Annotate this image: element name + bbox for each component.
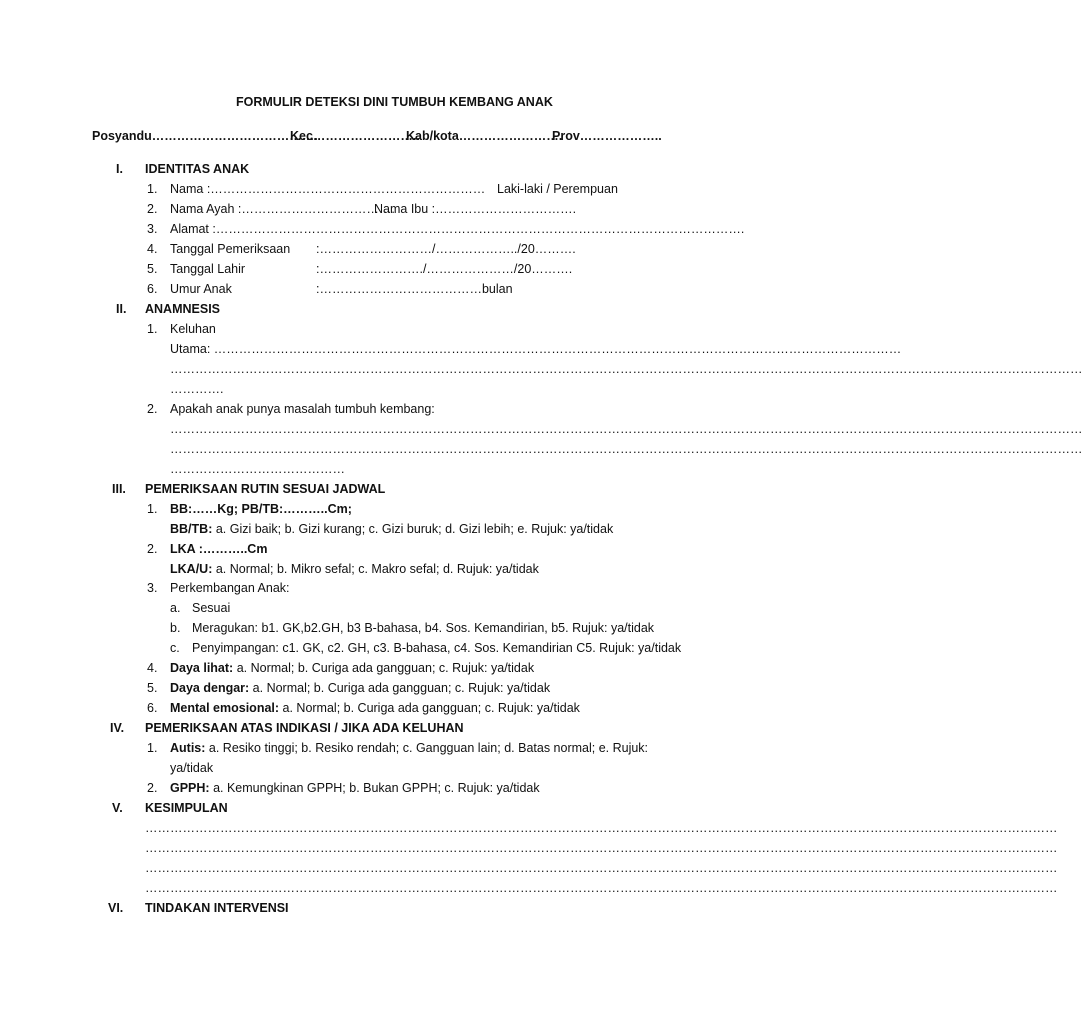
prov-field[interactable]: Prov……………….. [552,129,662,143]
kec-field[interactable]: Kec…………………….. [290,129,420,143]
mental-emosional-label: Mental emosional: [170,701,280,715]
item-number: 6. [147,701,158,715]
nama-field[interactable]: Nama :………………………………………………………… [170,182,486,196]
sub-item-letter: a. [170,601,181,615]
lkau-label: LKA/U: [170,562,213,576]
section-6-title: TINDAKAN INTERVENSI [145,901,289,915]
item-number: 3. [147,222,158,236]
lka-field[interactable]: LKA :………..Cm [170,542,268,556]
tanggal-lahir-label: Tanggal Lahir [170,262,246,276]
perkembangan-sesuai-option[interactable]: Sesuai [192,601,231,615]
section-1-title: IDENTITAS ANAK [145,162,250,176]
masalah-dotted-line[interactable]: ………………………………………………………………………………………………………………………………………………………………………………………………… [170,422,1083,436]
section-4-number: IV. [110,721,125,735]
item-number: 1. [147,322,158,336]
section-3-title: PEMERIKSAAN RUTIN SESUAI JADWAL [145,482,386,496]
bbtb-label: BB/TB: [170,522,213,536]
section-4-title: PEMERIKSAAN ATAS INDIKASI / JIKA ADA KELUHAN [145,721,464,735]
daya-lihat-label: Daya lihat: [170,661,234,675]
form-title: FORMULIR DETEKSI DINI TUMBUH KEMBANG ANAK [236,95,553,109]
autis-label: Autis: [170,741,206,755]
daya-dengar-label: Daya dengar: [170,681,250,695]
bbtb-options[interactable] [170,521,613,537]
item-number: 1. [147,741,158,755]
daya-dengar-choices[interactable]: a. Normal; b. Curiga ada gangguan; c. Rujuk: ya/tidak [249,681,551,695]
section-6-number: VI. [108,901,124,915]
masalah-tumbuh-kembang-label: Apakah anak punya masalah tumbuh kembang: [170,402,435,416]
gpph-options[interactable] [170,780,540,796]
item-number: 6. [147,282,158,296]
mental-emosional-choices[interactable]: a. Normal; b. Curiga ada gangguan; c. Rujuk: ya/tidak [279,701,580,715]
kesimpulan-dotted-line[interactable]: ………………………………………………………………………………………………………………………………………………………………………………………………… [145,861,1058,875]
alamat-field[interactable]: Alamat :………………………………………………………………………………………………………………. [170,222,745,236]
item-number: 5. [147,262,158,276]
item-number: 4. [147,242,158,256]
section-5-number: V. [112,801,123,815]
gpph-label: GPPH: [170,781,210,795]
sub-item-letter: c. [170,641,180,655]
tanggal-pemeriksaan-field[interactable]: :………………………/………………../20………. [316,242,576,256]
item-number: 5. [147,681,158,695]
section-2-title: ANAMNESIS [145,302,221,316]
daya-lihat-choices[interactable]: a. Normal; b. Curiga ada gangguan; c. Rujuk: ya/tidak [233,661,535,675]
sub-item-letter: b. [170,621,181,635]
tanggal-pemeriksaan-label: Tanggal Pemeriksaan [170,242,291,256]
kesimpulan-dotted-line[interactable]: ………………………………………………………………………………………………………………………………………………………………………………………………… [145,821,1058,835]
daya-lihat-options[interactable] [170,660,534,676]
item-number: 2. [147,402,158,416]
keluhan-label: Keluhan [170,322,216,336]
section-1-number: I. [116,162,123,176]
item-number: 2. [147,542,158,556]
kabkota-field[interactable]: Kab/kota……………………. [406,129,563,143]
perkembangan-meragukan-option[interactable]: Meragukan: b1. GK,b2.GH, b3 B-bahasa, b4. Sos. Kemandirian, b5. Rujuk: ya/tidak [192,621,655,635]
daya-dengar-options[interactable] [170,680,550,696]
item-number: 2. [147,781,158,795]
bb-pbtb-field[interactable]: BB:……Kg; PB/TB:………..Cm; [170,502,352,516]
item-number: 1. [147,502,158,516]
autis-rujuk-choice[interactable]: ya/tidak [170,761,214,775]
kesimpulan-dotted-line[interactable]: ………………………………………………………………………………………………………………………………………………………………………………………………… [145,881,1058,895]
nama-ayah-field[interactable]: Nama Ayah :………………………………. [170,202,395,216]
item-number: 3. [147,581,158,595]
perkembangan-penyimpangan-option[interactable]: Penyimpangan: c1. GK, c2. GH, c3. B-bahasa, c4. Sos. Kemandirian C5. Rujuk: ya/tidak [192,641,682,655]
lkau-options[interactable] [170,561,539,577]
item-number: 4. [147,661,158,675]
section-2-number: II. [116,302,127,316]
masalah-dotted-line-end[interactable]: …………………………………… [170,462,345,476]
masalah-dotted-line[interactable]: ………………………………………………………………………………………………………………………………………………………………………………………………… [170,442,1083,456]
bbtb-choices[interactable]: a. Gizi baik; b. Gizi kurang; c. Gizi buruk; d. Gizi lebih; e. Rujuk: ya/tidak [212,522,614,536]
gender-choice[interactable]: Laki-laki / Perempuan [497,182,618,196]
keluhan-utama-field[interactable]: Utama: ………………………………………………………………………………………………………………………………………………… [170,342,902,356]
umur-anak-field[interactable]: :…………………………………bulan [316,282,513,296]
mental-emosional-options[interactable] [170,700,580,716]
autis-options[interactable] [170,740,648,756]
keluhan-dotted-line-end[interactable]: …………. [170,382,224,396]
item-number: 2. [147,202,158,216]
section-3-number: III. [112,482,126,496]
gpph-choices[interactable]: a. Kemungkinan GPPH; b. Bukan GPPH; c. Rujuk: ya/tidak [209,781,540,795]
section-5-title: KESIMPULAN [145,801,228,815]
autis-choices[interactable]: a. Resiko tinggi; b. Resiko rendah; c. Gangguan lain; d. Batas normal; e. Rujuk: [205,741,649,755]
kesimpulan-dotted-line[interactable]: ………………………………………………………………………………………………………………………………………………………………………………………………… [145,841,1058,855]
tanggal-lahir-field[interactable]: :……………………./…………………/20………. [316,262,573,276]
nama-ibu-field[interactable]: Nama Ibu :……………………………. [374,202,577,216]
perkembangan-anak-label: Perkembangan Anak: [170,581,290,595]
umur-anak-label: Umur Anak [170,282,232,296]
posyandu-field[interactable]: Posyandu…………………………………. [92,129,318,143]
keluhan-dotted-line[interactable]: ………………………………………………………………………………………………………………………………………………………………………………………………… [170,362,1083,376]
lkau-choices[interactable]: a. Normal; b. Mikro sefal; c. Makro sefal; d. Rujuk: ya/tidak [212,562,539,576]
item-number: 1. [147,182,158,196]
